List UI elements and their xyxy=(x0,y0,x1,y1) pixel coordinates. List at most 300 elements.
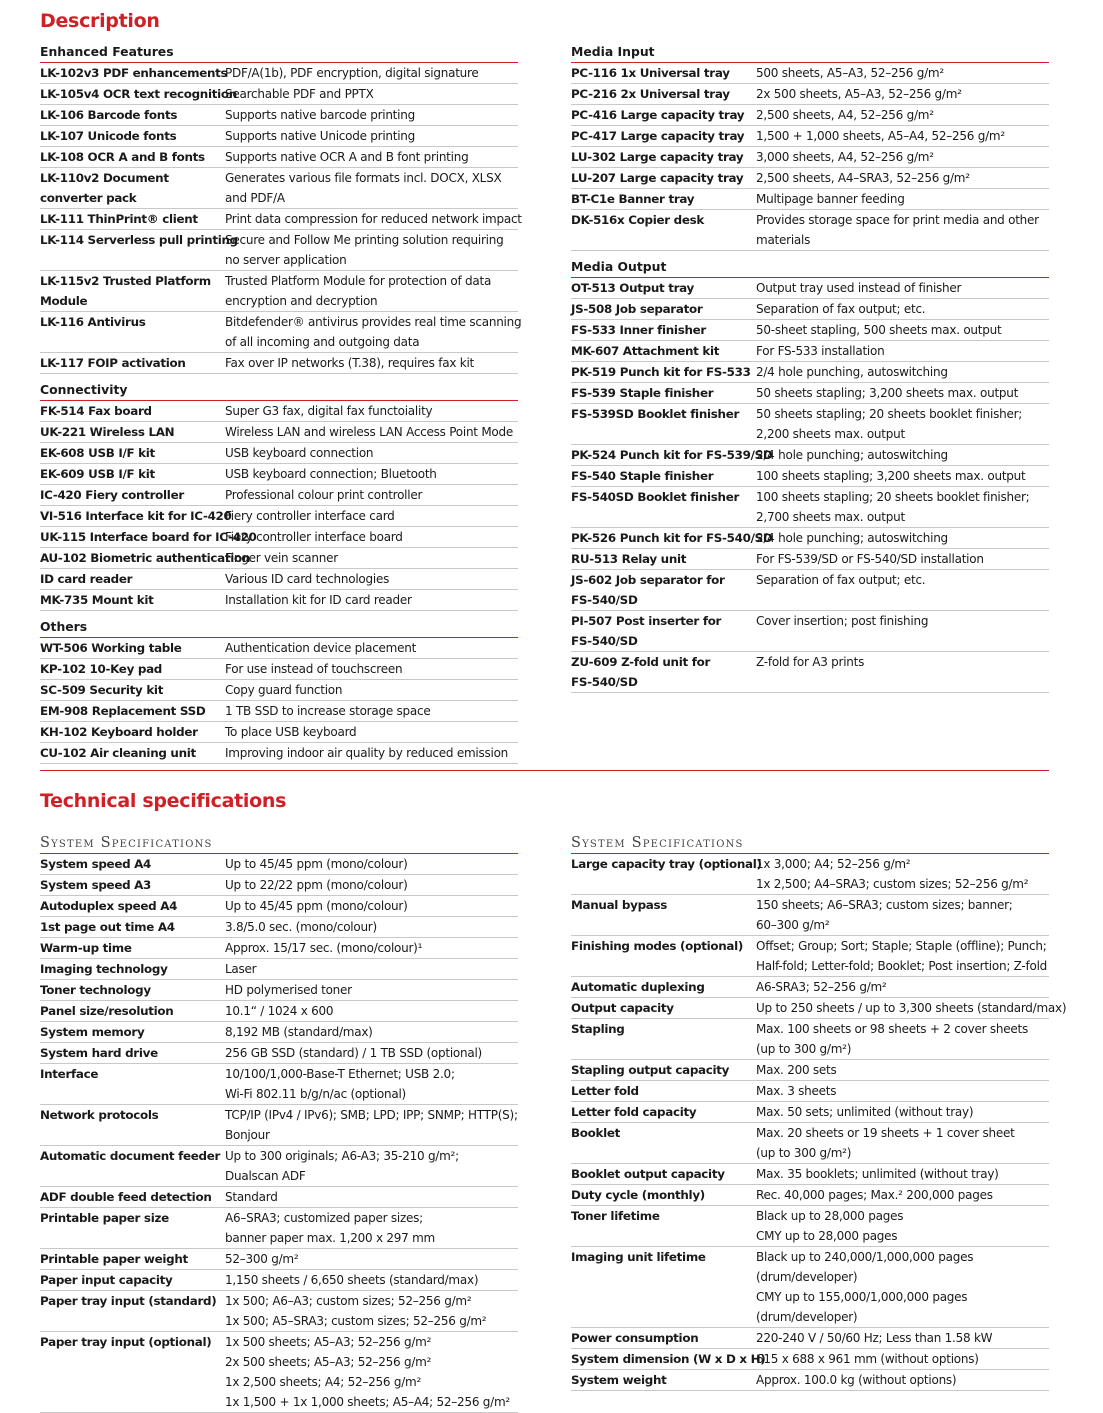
spec-value-line: Max. 50 sets; unlimited (without tray) xyxy=(756,1105,974,1119)
spec-value-line: Black up to 28,000 pages xyxy=(756,1209,904,1223)
spec-label-line: Module xyxy=(40,294,88,308)
spec-row xyxy=(571,341,1049,362)
spec-label-line: Automatic document feeder xyxy=(40,1149,221,1163)
spec-label-line: LK-117 FOIP activation xyxy=(40,356,186,370)
spec-label-line: LK-111 ThinPrint® client xyxy=(40,212,198,226)
spec-label xyxy=(571,895,756,935)
spec-row xyxy=(40,659,518,680)
spec-value-line: 1x 2,500; A4–SRA3; custom sizes; 52–256 g/m² xyxy=(756,877,1029,891)
spec-label xyxy=(571,936,756,976)
spec-row xyxy=(40,743,518,764)
spec-label xyxy=(40,854,225,874)
spec-row xyxy=(40,1270,518,1291)
spec-value-line: Separation of fax output; etc. xyxy=(756,573,926,587)
spec-label xyxy=(40,485,225,505)
spec-value xyxy=(756,1349,1049,1369)
spec-value-line: 3.8/5.0 sec. (mono/colour) xyxy=(225,920,377,934)
spec-label xyxy=(40,126,225,146)
spec-row xyxy=(571,1081,1049,1102)
spec-row xyxy=(571,487,1049,528)
spec-value xyxy=(225,548,518,568)
spec-value xyxy=(225,1332,518,1412)
spec-row xyxy=(40,506,518,527)
spec-value xyxy=(225,312,521,352)
spec-label-line: System memory xyxy=(40,1025,145,1039)
spec-label-line: PC-417 Large capacity tray xyxy=(571,129,745,143)
spec-value-line: Supports native OCR A and B font printing xyxy=(225,150,469,164)
spec-label-line: FS-540/SD xyxy=(571,634,638,648)
spec-value xyxy=(756,466,1049,486)
spec-label xyxy=(40,271,225,311)
spec-value-line: Bitdefender® antivirus provides real time scanning xyxy=(225,315,522,329)
spec-value-line: Improving indoor air quality by reduced emission xyxy=(225,746,509,760)
spec-value xyxy=(756,1206,1049,1246)
spec-row xyxy=(571,299,1049,320)
spec-label-line: ID card reader xyxy=(40,572,133,586)
spec-value-line: Supports native barcode printing xyxy=(225,108,415,122)
spec-label-line: System dimension (W x D x H) xyxy=(571,1352,766,1366)
spec-row xyxy=(571,105,1049,126)
spec-value-line: Fiery controller interface board xyxy=(225,530,403,544)
spec-label-line: KP-102 10-Key pad xyxy=(40,662,163,676)
technical-specifications-title: Technical specifications xyxy=(40,790,287,812)
spec-value-line: 256 GB SSD (standard) / 1 TB SSD (optional) xyxy=(225,1046,482,1060)
spec-label-line: Booklet xyxy=(571,1126,621,1140)
spec-value xyxy=(225,63,518,83)
spec-label-line: Duty cycle (monthly) xyxy=(571,1188,705,1202)
spec-label-line: Large capacity tray (optional) xyxy=(571,857,762,871)
spec-value-line: 10.1“ / 1024 x 600 xyxy=(225,1004,334,1018)
spec-label xyxy=(571,320,756,340)
spec-row xyxy=(40,353,518,374)
spec-label xyxy=(40,401,225,421)
spec-label xyxy=(40,422,225,442)
spec-value xyxy=(225,271,518,311)
spec-label-line: KH-102 Keyboard holder xyxy=(40,725,198,739)
spec-label xyxy=(40,84,237,104)
spec-row xyxy=(40,569,518,590)
spec-value-line: Installation kit for ID card reader xyxy=(225,593,412,607)
spec-value-line: 1x 2,500 sheets; A4; 52–256 g/m² xyxy=(225,1375,422,1389)
spec-row xyxy=(571,570,1049,611)
spec-label-line: LK-108 OCR A and B fonts xyxy=(40,150,205,164)
spec-label-line: Output capacity xyxy=(571,1001,674,1015)
spec-value-line: HD polymerised toner xyxy=(225,983,352,997)
spec-row xyxy=(571,1206,1049,1247)
spec-value-line: Max. 20 sheets or 19 sheets + 1 cover sheet xyxy=(756,1126,1015,1140)
spec-value-line: 52–300 g/m² xyxy=(225,1252,299,1266)
spec-value-line: 1x 3,000; A4; 52–256 g/m² xyxy=(756,857,911,871)
spec-value xyxy=(225,1187,518,1207)
spec-label xyxy=(571,126,756,146)
spec-label xyxy=(571,652,756,692)
spec-row xyxy=(571,528,1049,549)
spec-value xyxy=(756,611,1049,651)
spec-value xyxy=(225,722,518,742)
spec-value-line: Laser xyxy=(225,962,257,976)
spec-label-line: FK-514 Fax board xyxy=(40,404,152,418)
spec-row xyxy=(571,189,1049,210)
spec-value-line: Trusted Platform Module for protection of data xyxy=(225,274,492,288)
spec-label xyxy=(40,209,225,229)
spec-value xyxy=(756,63,1049,83)
spec-value-line: A6–SRA3; customized paper sizes; xyxy=(225,1211,423,1225)
spec-label-line: PC-216 2x Universal tray xyxy=(571,87,730,101)
spec-label xyxy=(571,278,756,298)
spec-label xyxy=(40,1043,225,1063)
spec-label xyxy=(40,896,225,916)
spec-value xyxy=(756,210,1049,250)
spec-value-line: Approx. 100.0 kg (without options) xyxy=(756,1373,957,1387)
spec-value xyxy=(756,383,1049,403)
spec-row xyxy=(40,168,518,209)
spec-value xyxy=(225,1270,518,1290)
sys-left-heading: System Specifications xyxy=(40,834,518,854)
spec-value-line: PDF/A(1b), PDF encryption, digital signature xyxy=(225,66,479,80)
spec-label-line: Paper tray input (standard) xyxy=(40,1294,217,1308)
spec-value-line: (drum/developer) xyxy=(756,1310,858,1324)
spec-value xyxy=(225,1291,518,1331)
spec-value xyxy=(756,445,1049,465)
spec-value-line: 100 sheets stapling; 3,200 sheets max. output xyxy=(756,469,1026,483)
spec-label-line: BT-C1e Banner tray xyxy=(571,192,695,206)
spec-value xyxy=(225,959,518,979)
spec-label-line: PI-507 Post inserter for xyxy=(571,614,722,628)
spec-value-line: Secure and Follow Me printing solution requiring xyxy=(225,233,504,247)
spec-label-line: FS-539 Staple finisher xyxy=(571,386,714,400)
spec-value xyxy=(756,895,1049,935)
spec-value-line: 2,500 sheets, A4, 52–256 g/m² xyxy=(756,108,934,122)
spec-value-line: (drum/developer) xyxy=(756,1270,858,1284)
spec-label xyxy=(571,84,756,104)
spec-value xyxy=(756,341,1049,361)
spec-label-line: LK-105v4 OCR text recognition xyxy=(40,87,237,101)
spec-label-line: System weight xyxy=(571,1373,667,1387)
spec-value-line: Standard xyxy=(225,1190,278,1204)
spec-value-line: 50-sheet stapling, 500 sheets max. output xyxy=(756,323,1002,337)
spec-row xyxy=(571,1370,1049,1391)
spec-value-line: 2,500 sheets, A4–SRA3, 52–256 g/m² xyxy=(756,171,970,185)
spec-row xyxy=(40,722,518,743)
spec-value xyxy=(756,528,1049,548)
spec-row xyxy=(571,854,1049,895)
spec-row xyxy=(40,1291,518,1332)
spec-label xyxy=(40,680,225,700)
spec-value-line: 2/4 hole punching, autoswitching xyxy=(756,365,948,379)
spec-value-line: 2x 500 sheets, A5–A3, 52–256 g/m² xyxy=(756,87,962,101)
spec-value xyxy=(225,1022,518,1042)
spec-row xyxy=(40,917,518,938)
spec-label xyxy=(571,1349,766,1369)
spec-value-line: Provides storage space for print media and other xyxy=(756,213,1039,227)
spec-label-line: UK-221 Wireless LAN xyxy=(40,425,175,439)
spec-value-line: Output tray used instead of finisher xyxy=(756,281,962,295)
spec-value-line: A6-SRA3; 52–256 g/m² xyxy=(756,980,887,994)
spec-value-line: CMY up to 155,000/1,000,000 pages xyxy=(756,1290,968,1304)
spec-value xyxy=(756,362,1049,382)
spec-value-line: Fax over IP networks (T.38), requires fax kit xyxy=(225,356,474,370)
spec-row xyxy=(40,230,518,271)
spec-label xyxy=(40,105,225,125)
spec-value-line: Print data compression for reduced network impact xyxy=(225,212,522,226)
spec-value-line: Generates various file formats incl. DOCX, XLSX xyxy=(225,171,502,185)
spec-label-line: EK-609 USB I/F kit xyxy=(40,467,155,481)
media-input-group xyxy=(571,43,1049,251)
spec-label-line: DK-516x Copier desk xyxy=(571,213,705,227)
spec-label xyxy=(571,147,756,167)
spec-label xyxy=(40,701,225,721)
spec-value xyxy=(756,1164,1049,1184)
spec-value xyxy=(756,570,1049,610)
spec-value-line: 1,500 + 1,000 sheets, A5–A4, 52–256 g/m² xyxy=(756,129,1005,143)
spec-row xyxy=(40,1146,518,1187)
connectivity-group xyxy=(40,381,518,611)
spec-label xyxy=(571,404,756,444)
spec-row xyxy=(571,445,1049,466)
spec-label-line: MK-735 Mount kit xyxy=(40,593,154,607)
spec-value-line: Approx. 15/17 sec. (mono/colour)¹ xyxy=(225,941,423,955)
spec-label-line: Toner technology xyxy=(40,983,151,997)
spec-label-line: LK-106 Barcode fonts xyxy=(40,108,178,122)
spec-row xyxy=(571,210,1049,251)
spec-label xyxy=(40,1064,225,1104)
spec-row xyxy=(40,527,518,548)
spec-value-line: 1,150 sheets / 6,650 sheets (standard/max) xyxy=(225,1273,479,1287)
spec-value-line: Cover insertion; post finishing xyxy=(756,614,929,628)
spec-label-line: System speed A3 xyxy=(40,878,152,892)
spec-value-line: Wireless LAN and wireless LAN Access Point Mode xyxy=(225,425,514,439)
spec-label xyxy=(40,353,225,373)
spec-label xyxy=(571,611,756,651)
spec-value-line: Fiery controller interface card xyxy=(225,509,395,523)
spec-row xyxy=(571,1328,1049,1349)
spec-value xyxy=(756,549,1049,569)
spec-value-line: of all incoming and outgoing data xyxy=(225,335,420,349)
spec-value-line: Professional colour print controller xyxy=(225,488,423,502)
spec-label xyxy=(40,1022,225,1042)
spec-row xyxy=(40,548,518,569)
spec-label-line: LK-115v2 Trusted Platform xyxy=(40,274,211,288)
spec-row xyxy=(571,936,1049,977)
spec-value-line: 3,000 sheets, A4, 52–256 g/m² xyxy=(756,150,934,164)
connectivity-heading: Connectivity xyxy=(40,381,518,401)
spec-label-line: Printable paper size xyxy=(40,1211,169,1225)
spec-label-line: PK-526 Punch kit for FS-540/SD xyxy=(571,531,773,545)
spec-label xyxy=(40,1208,225,1248)
spec-label-line: MK-607 Attachment kit xyxy=(571,344,720,358)
spec-label-line: FS-539SD Booklet finisher xyxy=(571,407,740,421)
spec-value xyxy=(756,998,1066,1018)
spec-label-line: FS-540/SD xyxy=(571,593,638,607)
description-right-column xyxy=(571,43,1049,693)
spec-value xyxy=(225,230,518,270)
spec-label xyxy=(571,1185,756,1205)
spec-label-line: AU-102 Biometric authentication xyxy=(40,551,251,565)
spec-label xyxy=(40,959,225,979)
spec-label-line: WT-506 Working table xyxy=(40,641,182,655)
spec-value xyxy=(225,443,518,463)
system-specs-right-column xyxy=(571,834,1067,1391)
spec-row xyxy=(40,1249,518,1270)
spec-row xyxy=(571,362,1049,383)
spec-value xyxy=(756,1370,1049,1390)
spec-label xyxy=(571,63,756,83)
spec-value xyxy=(225,743,518,763)
spec-value xyxy=(225,659,518,679)
spec-value-line: Multipage banner feeding xyxy=(756,192,905,206)
spec-label xyxy=(40,743,225,763)
others-group xyxy=(40,618,518,764)
spec-label-line: Paper tray input (optional) xyxy=(40,1335,212,1349)
spec-value xyxy=(756,84,1049,104)
spec-value-line: 10/100/1,000-Base-T Ethernet; USB 2.0; xyxy=(225,1067,455,1081)
spec-value xyxy=(225,875,518,895)
spec-value-line: Up to 22/22 ppm (mono/colour) xyxy=(225,878,408,892)
spec-row xyxy=(40,1208,518,1249)
spec-value xyxy=(225,938,518,958)
spec-label-line: Stapling output capacity xyxy=(571,1063,730,1077)
spec-label-line: UK-115 Interface board for IC-420 xyxy=(40,530,257,544)
spec-label xyxy=(571,570,756,610)
spec-value xyxy=(756,320,1049,340)
spec-value-line: Various ID card technologies xyxy=(225,572,390,586)
spec-label-line: 1st page out time A4 xyxy=(40,920,175,934)
spec-value xyxy=(225,680,518,700)
spec-label xyxy=(40,1146,225,1186)
spec-label xyxy=(40,527,257,547)
spec-value-line: Copy guard function xyxy=(225,683,343,697)
spec-value xyxy=(225,209,522,229)
spec-value-line: 2,200 sheets max. output xyxy=(756,427,905,441)
spec-label xyxy=(40,1291,225,1331)
spec-value-line: 1x 500; A6–A3; custom sizes; 52–256 g/m² xyxy=(225,1294,472,1308)
spec-row xyxy=(40,312,522,353)
spec-row xyxy=(40,209,522,230)
spec-label xyxy=(40,875,225,895)
spec-label-line: Letter fold capacity xyxy=(571,1105,697,1119)
spec-label xyxy=(40,548,251,568)
spec-row xyxy=(571,84,1049,105)
spec-row xyxy=(40,485,518,506)
system-specifications-right xyxy=(571,834,1067,1391)
spec-label xyxy=(40,980,225,1000)
spec-value xyxy=(225,105,518,125)
spec-row xyxy=(40,938,518,959)
spec-row xyxy=(40,105,518,126)
system-specs-left-column xyxy=(40,834,518,1413)
spec-row xyxy=(571,466,1049,487)
spec-label xyxy=(40,659,225,679)
spec-value-line: Separation of fax output; etc. xyxy=(756,302,926,316)
spec-value-line: Black up to 240,000/1,000,000 pages xyxy=(756,1250,974,1264)
spec-label-line: ADF double feed detection xyxy=(40,1190,212,1204)
spec-label-line: Imaging technology xyxy=(40,962,168,976)
spec-value xyxy=(756,936,1049,976)
spec-row xyxy=(571,404,1049,445)
spec-label-line: PC-116 1x Universal tray xyxy=(571,66,730,80)
spec-row xyxy=(40,84,518,105)
spec-value-line: 100 sheets stapling; 20 sheets booklet finisher; xyxy=(756,490,1030,504)
spec-row xyxy=(40,680,518,701)
spec-value xyxy=(225,1146,518,1186)
spec-value xyxy=(225,590,518,610)
spec-row xyxy=(40,147,518,168)
spec-value-line: Max. 200 sets xyxy=(756,1063,837,1077)
spec-label-line: PC-416 Large capacity tray xyxy=(571,108,745,122)
spec-row xyxy=(40,1187,518,1208)
spec-label-line: Panel size/resolution xyxy=(40,1004,174,1018)
spec-value-line: USB keyboard connection; Bluetooth xyxy=(225,467,437,481)
spec-label xyxy=(40,464,225,484)
spec-label-line: System speed A4 xyxy=(40,857,152,871)
spec-value-line: and PDF/A xyxy=(225,191,285,205)
description-title: Description xyxy=(40,10,160,32)
spec-label-line: ZU-609 Z-fold unit for xyxy=(571,655,711,669)
spec-label xyxy=(571,1164,756,1184)
spec-label xyxy=(40,569,225,589)
spec-label xyxy=(571,341,756,361)
spec-row xyxy=(571,1102,1049,1123)
spec-row xyxy=(40,1064,518,1105)
spec-label-line: RU-513 Relay unit xyxy=(571,552,687,566)
spec-label xyxy=(40,63,228,83)
spec-label xyxy=(40,1332,225,1412)
spec-row xyxy=(571,1349,1049,1370)
spec-value xyxy=(756,1328,1049,1348)
spec-value-line: 2/4 hole punching; autoswitching xyxy=(756,531,948,545)
spec-value xyxy=(225,980,518,1000)
spec-label-line: LK-110v2 Document xyxy=(40,171,169,185)
spec-value xyxy=(225,147,518,167)
spec-label-line: LK-107 Unicode fonts xyxy=(40,129,177,143)
spec-row xyxy=(571,1060,1049,1081)
spec-label xyxy=(571,189,756,209)
spec-value-line: Dualscan ADF xyxy=(225,1169,306,1183)
spec-value xyxy=(756,1102,1049,1122)
spec-label-line: Paper input capacity xyxy=(40,1273,173,1287)
spec-value-line: Finger vein scanner xyxy=(225,551,338,565)
spec-row xyxy=(40,590,518,611)
spec-value xyxy=(756,147,1049,167)
spec-value-line: (up to 300 g/m²) xyxy=(756,1146,852,1160)
spec-row xyxy=(40,701,518,722)
spec-value-line: materials xyxy=(756,233,811,247)
spec-label-line: CU-102 Air cleaning unit xyxy=(40,746,196,760)
spec-value xyxy=(756,854,1049,894)
spec-label xyxy=(571,1328,756,1348)
spec-label xyxy=(571,168,756,188)
spec-row xyxy=(40,896,518,917)
spec-label xyxy=(40,443,225,463)
spec-row xyxy=(571,383,1049,404)
spec-value-line: Up to 300 originals; A6-A3; 35-210 g/m²; xyxy=(225,1149,459,1163)
spec-value xyxy=(756,404,1049,444)
spec-value xyxy=(225,353,518,373)
spec-label-line: converter pack xyxy=(40,191,137,205)
spec-value xyxy=(756,1247,1049,1327)
spec-value xyxy=(756,1185,1049,1205)
spec-value xyxy=(225,422,518,442)
spec-value xyxy=(225,401,518,421)
spec-label-line: JS-602 Job separator for xyxy=(571,573,725,587)
spec-label-line: FS-533 Inner finisher xyxy=(571,323,706,337)
spec-value-line: 1x 1,500 + 1x 1,000 sheets; A5–A4; 52–256 g/m² xyxy=(225,1395,510,1409)
spec-value-line: Max. 35 booklets; unlimited (without tray) xyxy=(756,1167,999,1181)
others-heading: Others xyxy=(40,618,518,638)
spec-label xyxy=(571,105,756,125)
spec-label xyxy=(571,854,762,894)
spec-label-line: OT-513 Output tray xyxy=(571,281,694,295)
